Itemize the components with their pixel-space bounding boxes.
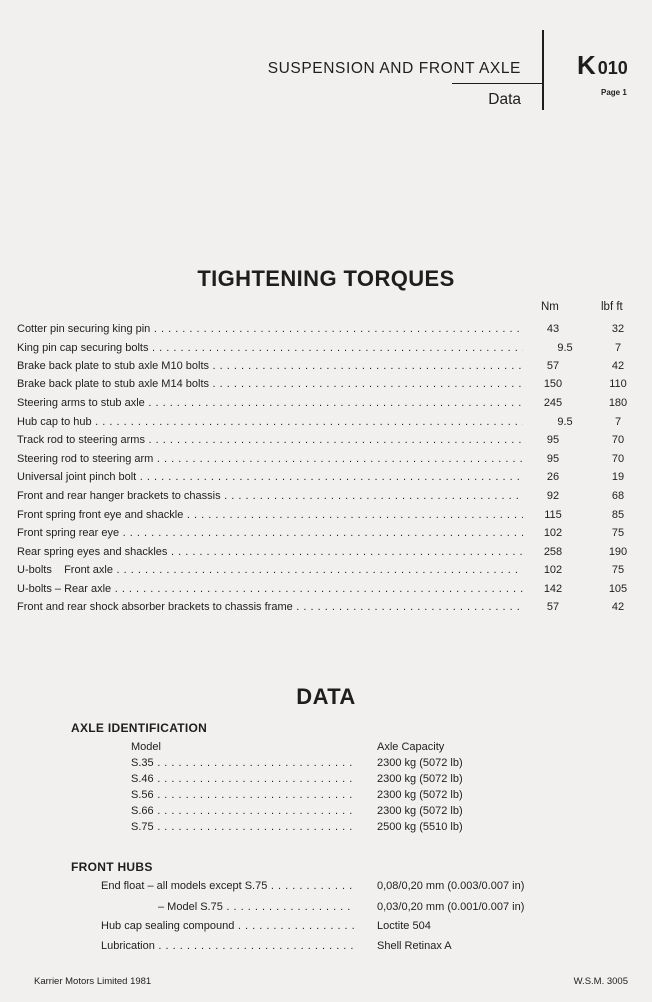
code-letter: K	[577, 50, 596, 80]
table-row	[17, 546, 629, 565]
torque-lbf: 75	[611, 564, 625, 576]
torque-label: Steering arms to stub axle . . .	[17, 397, 527, 409]
col-header-lbf: lbf ft	[601, 301, 623, 313]
col-header-model: Model	[131, 741, 161, 753]
torque-label: Front spring front eye and shackle . . .	[17, 509, 527, 521]
torque-nm: 43	[523, 323, 583, 335]
footer-manual-ref: W.S.M. 3005	[573, 976, 628, 987]
hub-label: – Model S.75 . . .	[158, 901, 355, 913]
torque-lbf: 19	[611, 471, 625, 483]
torque-lbf: 7	[614, 342, 622, 354]
axle-model: S.35 . . .	[131, 757, 356, 769]
torque-lbf: 42	[611, 360, 625, 372]
table-row	[17, 416, 629, 435]
hub-label: Lubrication . . .	[101, 940, 355, 952]
torque-lbf: 68	[611, 490, 625, 502]
torque-nm: 9.5	[523, 416, 595, 428]
hub-value: 0,03/0,20 mm (0.001/0.007 in)	[377, 901, 525, 913]
torque-label: Track rod to steering arms . . .	[17, 434, 527, 446]
torque-lbf: 105	[608, 583, 628, 595]
table-row	[17, 583, 629, 602]
torque-nm: 95	[523, 453, 583, 465]
page-label: Page 1	[601, 88, 627, 97]
axle-identification-heading: AXLE IDENTIFICATION	[71, 721, 208, 735]
code-number: 010	[597, 58, 628, 78]
torque-nm: 115	[523, 509, 583, 521]
axle-capacity: 2300 kg (5072 lb)	[377, 773, 463, 785]
torque-nm: 150	[523, 378, 583, 390]
footer-publisher: Karrier Motors Limited 1981	[34, 976, 152, 987]
torque-nm: 102	[523, 527, 583, 539]
table-row	[17, 453, 629, 472]
torque-lbf: 7	[614, 416, 622, 428]
axle-model: S.56 . . .	[131, 789, 356, 801]
axle-capacity: 2300 kg (5072 lb)	[377, 805, 463, 817]
torque-label: Steering rod to steering arm . . .	[17, 453, 527, 465]
torque-lbf: 75	[611, 527, 625, 539]
torque-nm: 95	[523, 434, 583, 446]
manual-section-code	[577, 50, 628, 81]
hub-label: Hub cap sealing compound . . .	[101, 920, 355, 932]
axle-model: S.66 . . .	[131, 805, 356, 817]
torque-lbf: 85	[611, 509, 625, 521]
torque-nm: 102	[523, 564, 583, 576]
table-row	[17, 601, 629, 620]
front-hubs-heading: FRONT HUBS	[71, 860, 153, 874]
header-divider-vertical	[542, 30, 544, 110]
table-row	[17, 397, 629, 416]
section-title: SUSPENSION AND FRONT AXLE	[267, 60, 521, 77]
torque-label: Rear spring eyes and shackles . . .	[17, 546, 527, 558]
data-heading: DATA	[296, 684, 356, 709]
torque-label: Front and rear hanger brackets to chassis . . .	[17, 490, 527, 502]
axle-capacity: 2300 kg (5072 lb)	[377, 789, 463, 801]
torque-label: Front and rear shock absorber brackets to chassis frame . . .	[17, 601, 527, 613]
torques-heading: TIGHTENING TORQUES	[197, 266, 455, 291]
table-row	[17, 564, 629, 583]
torque-nm: 9.5	[523, 342, 595, 354]
torque-label: Hub cap to hub . . .	[17, 416, 527, 428]
torque-lbf: 180	[608, 397, 628, 409]
hub-value: Shell Retinax A	[377, 940, 452, 952]
hub-value: 0,08/0,20 mm (0.003/0.007 in)	[377, 880, 525, 892]
table-row	[17, 509, 629, 528]
torque-nm: 142	[523, 583, 583, 595]
table-row	[17, 471, 629, 490]
axle-capacity: 2500 kg (5510 lb)	[377, 821, 463, 833]
torque-nm: 26	[523, 471, 583, 483]
torque-label: King pin cap securing bolts . . .	[17, 342, 527, 354]
torque-lbf: 190	[608, 546, 628, 558]
torque-label: Front spring rear eye . . .	[17, 527, 527, 539]
torque-lbf: 70	[611, 453, 625, 465]
hub-value: Loctite 504	[377, 920, 431, 932]
col-header-nm: Nm	[541, 301, 559, 313]
torque-nm: 57	[523, 360, 583, 372]
torque-nm: 57	[523, 601, 583, 613]
torque-lbf: 32	[611, 323, 625, 335]
torque-nm: 258	[523, 546, 583, 558]
torque-label: Brake back plate to stub axle M10 bolts . . .	[17, 360, 527, 372]
torque-label: Brake back plate to stub axle M14 bolts . . .	[17, 378, 527, 390]
torque-label: Cotter pin securing king pin . . .	[17, 323, 527, 335]
table-row	[17, 527, 629, 546]
section-subtitle: Data	[488, 91, 521, 108]
axle-capacity: 2300 kg (5072 lb)	[377, 757, 463, 769]
torque-label: U-bolts Front axle . . .	[17, 564, 527, 576]
table-row	[17, 490, 629, 509]
torque-lbf: 70	[611, 434, 625, 446]
table-row	[17, 342, 629, 361]
table-row	[17, 323, 629, 342]
torque-nm: 245	[523, 397, 583, 409]
torque-label: U-bolts – Rear axle . . .	[17, 583, 527, 595]
header-divider-horizontal	[452, 83, 543, 84]
axle-model: S.46 . . .	[131, 773, 356, 785]
table-row	[17, 434, 629, 453]
col-header-axle-capacity: Axle Capacity	[377, 741, 445, 753]
hub-label: End float – all models except S.75 . . .	[101, 880, 355, 892]
torque-lbf: 42	[611, 601, 625, 613]
torque-label: Universal joint pinch bolt . . .	[17, 471, 527, 483]
table-row	[17, 378, 629, 397]
axle-model: S.75 . . .	[131, 821, 356, 833]
table-row	[17, 360, 629, 379]
torque-nm: 92	[523, 490, 583, 502]
torque-lbf: 110	[609, 378, 627, 390]
